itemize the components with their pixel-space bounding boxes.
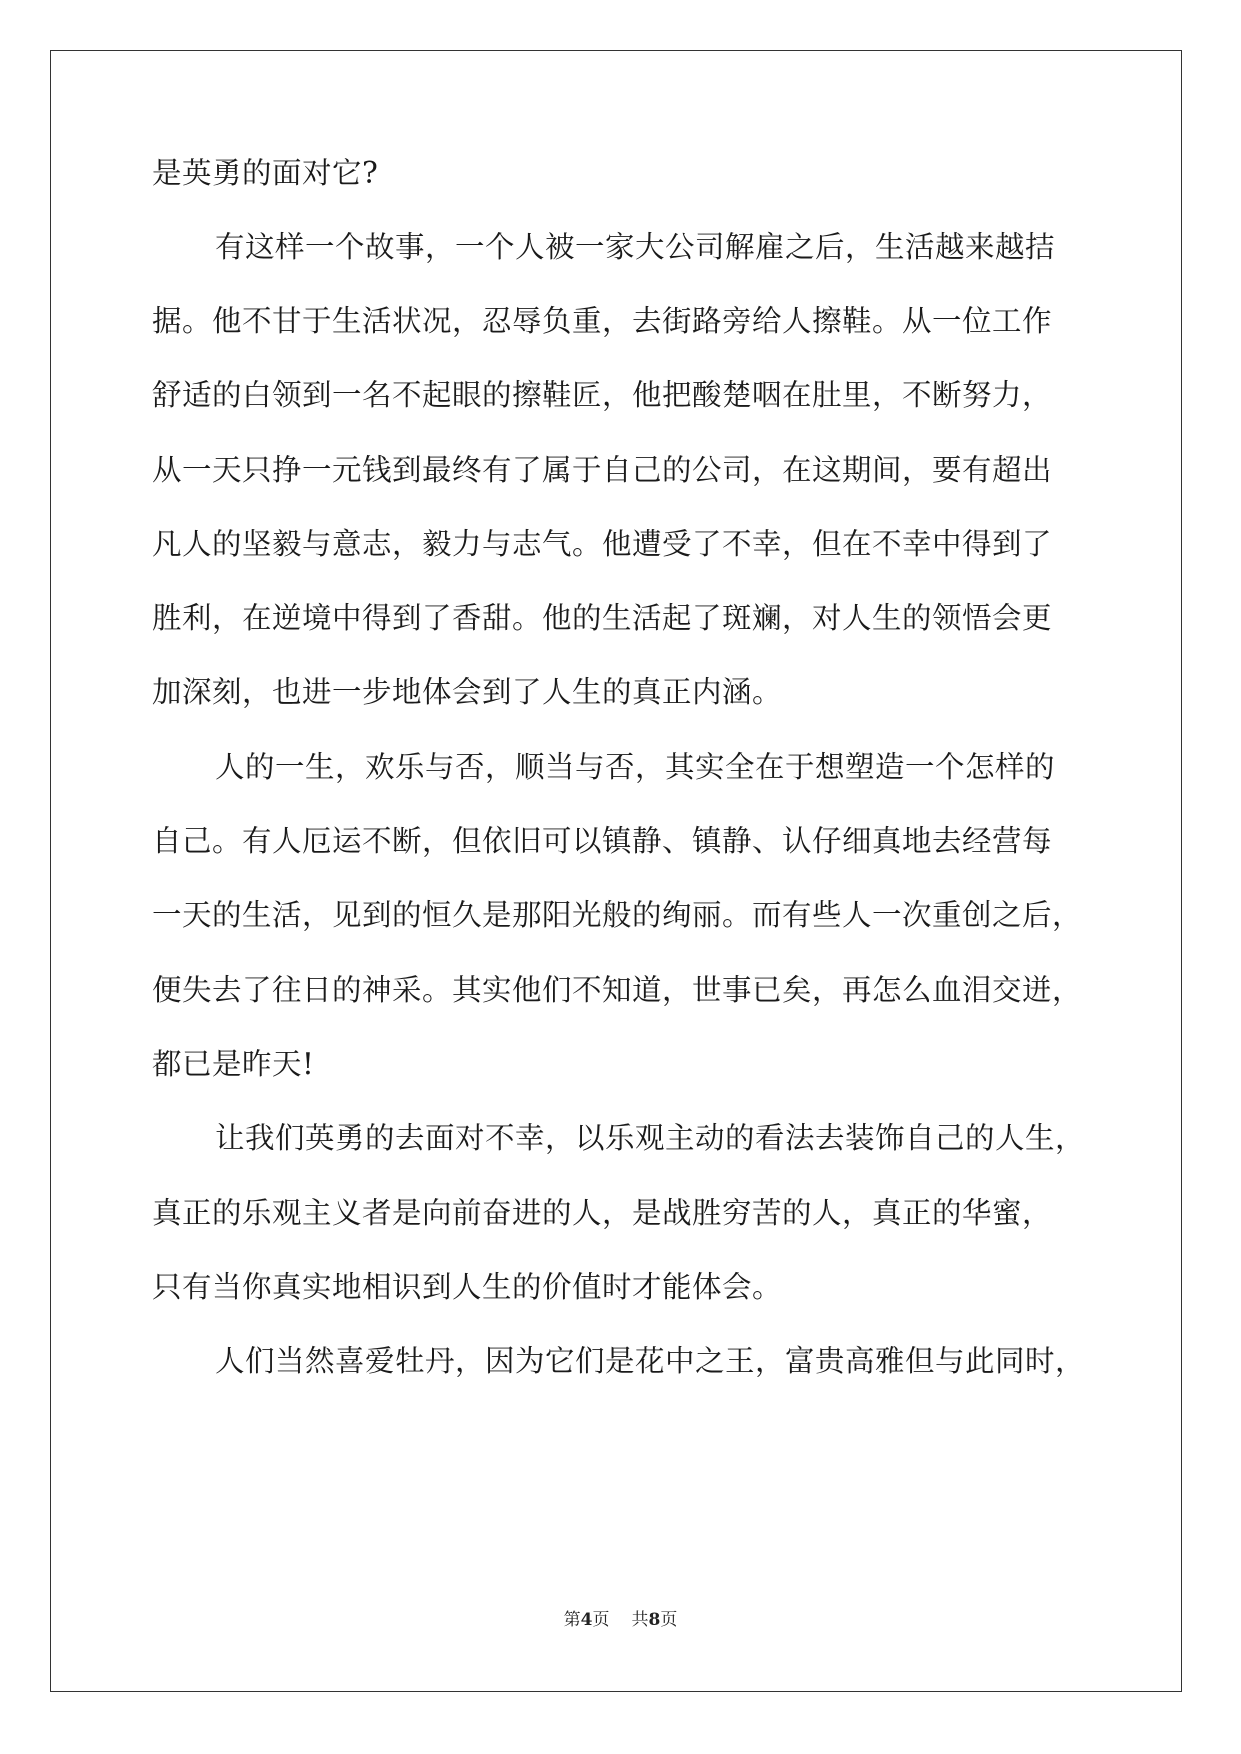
text-line: 自己。有人厄运不断，但依旧可以镇静、镇静、认仔细真地去经营每 <box>152 824 1053 858</box>
text-line: 胜利，在逆境中得到了香甜。他的生活起了斑斓，对人生的领悟会更 <box>152 601 1053 635</box>
total-prefix: 共 <box>631 1610 649 1630</box>
text-line: 舒适的白领到一名不起眼的擦鞋匠，他把酸楚咽在肚里，不断努力， <box>152 378 1053 412</box>
page-border <box>50 50 1182 1692</box>
text-line: 人们当然喜爱牡丹，因为它们是花中之王，富贵高雅但与此同时， <box>215 1344 1086 1378</box>
page-prefix: 第 <box>563 1610 581 1630</box>
text-line: 凡人的坚毅与意志，毅力与志气。他遭受了不幸，但在不幸中得到了 <box>152 527 1053 561</box>
text-line: 一天的生活，见到的恒久是那阳光般的绚丽。而有些人一次重创之后， <box>152 898 1083 932</box>
page-footer <box>0 1608 1241 1632</box>
text-line: 真正的乐观主义者是向前奋进的人，是战胜穷苦的人，真正的华蜜， <box>152 1196 1053 1230</box>
text-line: 都已是昨天! <box>152 1047 315 1081</box>
page-number: 4 <box>580 1610 593 1630</box>
text-line: 从一天只挣一元钱到最终有了属于自己的公司，在这期间，要有超出 <box>152 453 1053 487</box>
text-line: 只有当你真实地相识到人生的价值时才能体会。 <box>152 1270 783 1304</box>
total-pages: 8 <box>648 1610 661 1630</box>
text-line: 据。他不甘于生活状况，忍辱负重，去街路旁给人擦鞋。从一位工作 <box>152 304 1053 338</box>
text-line: 加深刻，也进一步地体会到了人生的真正内涵。 <box>152 675 783 709</box>
total-suffix: 页 <box>660 1610 678 1630</box>
text-line: 人的一生，欢乐与否，顺当与否，其实全在于想塑造一个怎样的 <box>215 750 1056 784</box>
text-line: 便失去了往日的神采。其实他们不知道，世事已矣，再怎么血泪交迸， <box>152 973 1083 1007</box>
text-line: 是英勇的面对它? <box>152 156 379 190</box>
text-line: 有这样一个故事，一个人被一家大公司解雇之后，生活越来越拮 <box>215 230 1056 264</box>
page-suffix: 页 <box>592 1610 610 1630</box>
text-line: 让我们英勇的去面对不幸，以乐观主动的看法去装饰自己的人生， <box>215 1121 1086 1155</box>
